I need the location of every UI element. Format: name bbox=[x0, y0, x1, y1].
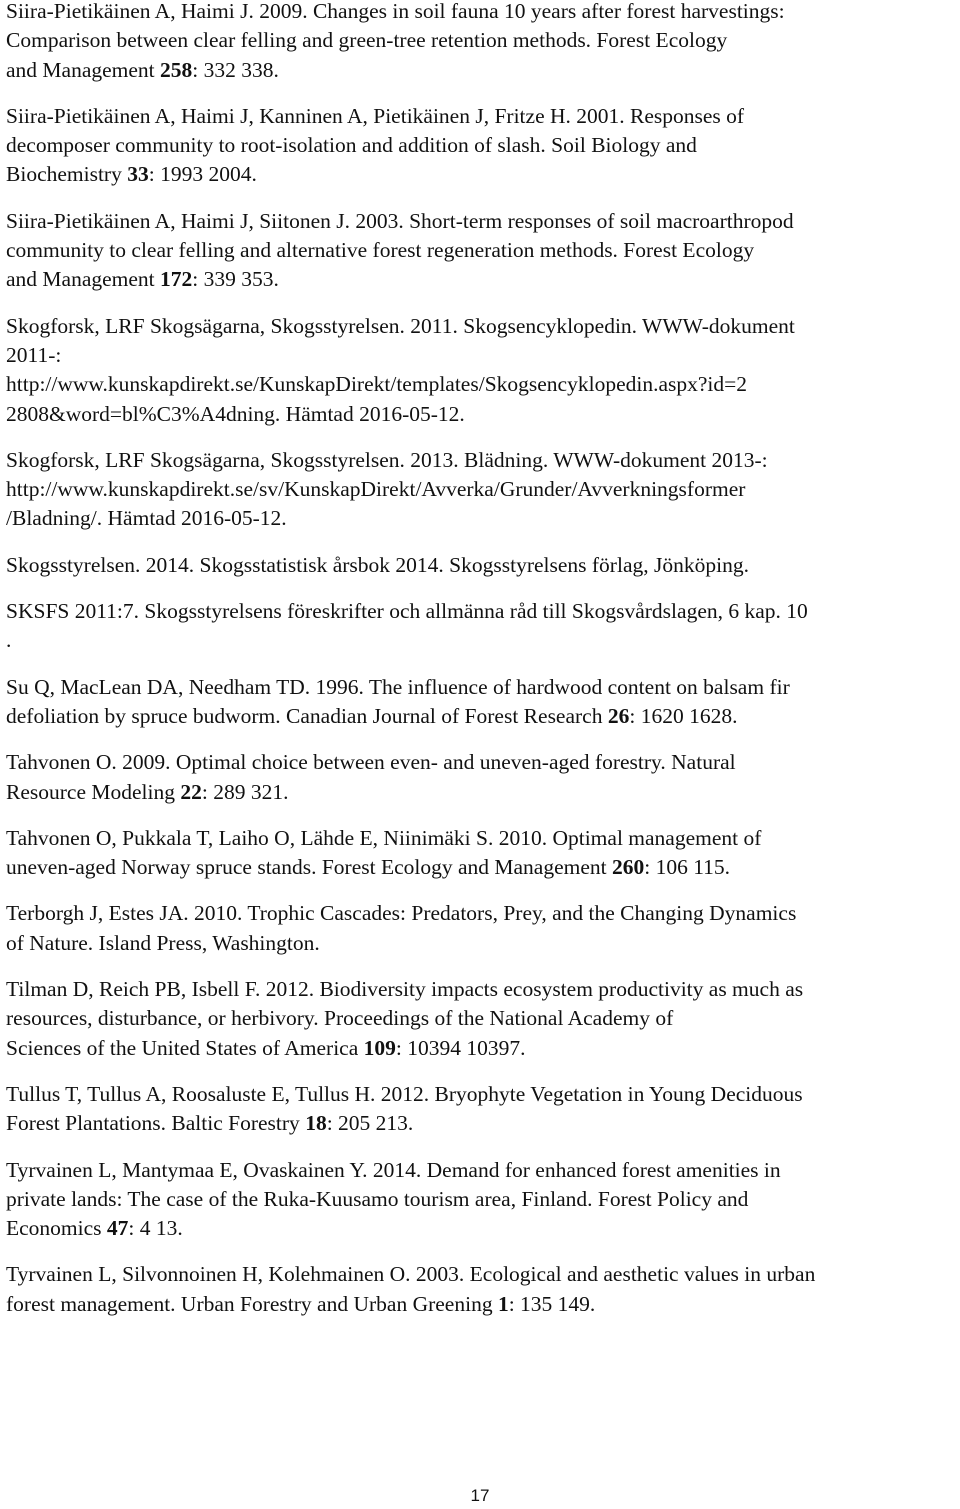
reference-entry bbox=[6, 975, 958, 1063]
reference-entry bbox=[6, 1080, 958, 1139]
reference-line: Siira-Pietikäinen A, Haimi J, Siitonen J. 2003. Short-term responses of soil macroarthropod bbox=[6, 208, 794, 233]
reference-line: Comparison between clear felling and green-tree retention methods. Forest Ecology bbox=[6, 28, 728, 53]
reference-entry bbox=[6, 207, 958, 295]
reference-line: Tahvonen O. 2009. Optimal choice between even- and uneven-aged forestry. Natural bbox=[6, 750, 736, 775]
reference-line: forest management. Urban Forestry and Urban Greening 1: 135 149. bbox=[6, 1291, 596, 1316]
reference-line: Resource Modeling 22: 289 321. bbox=[6, 779, 289, 804]
volume-number: 33 bbox=[127, 162, 149, 187]
reference-entry bbox=[6, 1156, 958, 1244]
reference-line: Tyrvainen L, Mantymaa E, Ovaskainen Y. 2014. Demand for enhanced forest amenities in bbox=[6, 1157, 781, 1182]
reference-line: private lands: The case of the Ruka-Kuusamo tourism area, Finland. Forest Policy and bbox=[6, 1186, 749, 1211]
reference-line: Skogsstyrelsen. 2014. Skogsstatistisk årsbok 2014. Skogsstyrelsens förlag, Jönköping. bbox=[6, 552, 749, 577]
reference-line: SKSFS 2011:7. Skogsstyrelsens föreskrifter och allmänna råd till Skogsvårdslagen, 6 kap. 10 bbox=[6, 599, 808, 624]
reference-line: /Bladning/. Hämtad 2016-05-12. bbox=[6, 506, 287, 531]
reference-line: Skogforsk, LRF Skogsägarna, Skogsstyrelsen. 2011. Skogsencyklopedin. WWW-dokument bbox=[6, 313, 795, 338]
reference-line: 2808&word=bl%C3%A4dning. Hämtad 2016-05-12. bbox=[6, 401, 465, 426]
reference-line: 2011-: bbox=[6, 342, 62, 367]
reference-line: Tahvonen O, Pukkala T, Laiho O, Lähde E, Niinimäki S. 2010. Optimal management of bbox=[6, 825, 762, 850]
reference-line: Siira-Pietikäinen A, Haimi J. 2009. Changes in soil fauna 10 years after forest harvestings: bbox=[6, 0, 785, 23]
reference-line: resources, disturbance, or herbivory. Proceedings of the National Academy of bbox=[6, 1006, 674, 1031]
reference-entry bbox=[6, 446, 958, 534]
reference-line: Siira-Pietikäinen A, Haimi J, Kanninen A, Pietikäinen J, Fritze H. 2001. Responses of bbox=[6, 103, 745, 128]
reference-list bbox=[6, 0, 958, 1336]
reference-line: Skogforsk, LRF Skogsägarna, Skogsstyrelsen. 2013. Blädning. WWW-dokument 2013-: bbox=[6, 447, 768, 472]
reference-line: defoliation by spruce budworm. Canadian Journal of Forest Research 26: 1620 1628. bbox=[6, 703, 738, 728]
reference-entry bbox=[6, 824, 958, 883]
reference-line: http://www.kunskapdirekt.se/sv/KunskapDirekt/Avverka/Grunder/Avverkningsformer bbox=[6, 477, 746, 502]
volume-number: 22 bbox=[180, 779, 202, 804]
reference-line: decomposer community to root-isolation and addition of slash. Soil Biology and bbox=[6, 133, 697, 158]
volume-number: 109 bbox=[363, 1035, 396, 1060]
reference-line: Sciences of the United States of America 109: 10394 10397. bbox=[6, 1035, 526, 1060]
reference-line: http://www.kunskapdirekt.se/KunskapDirekt/templates/Skogsencyklopedin.aspx?id=2 bbox=[6, 372, 748, 397]
reference-line: Tullus T, Tullus A, Roosaluste E, Tullus H. 2012. Bryophyte Vegetation in Young Deciduous bbox=[6, 1081, 803, 1106]
reference-line: . bbox=[6, 628, 12, 653]
reference-line: and Management 172: 339 353. bbox=[6, 267, 279, 292]
reference-entry bbox=[6, 597, 958, 656]
reference-line: Forest Plantations. Baltic Forestry 18: 205 213. bbox=[6, 1111, 414, 1136]
reference-line: Biochemistry 33: 1993 2004. bbox=[6, 162, 257, 187]
reference-entry bbox=[6, 1260, 958, 1319]
reference-line: Economics 47: 4 13. bbox=[6, 1216, 183, 1241]
reference-line: Su Q, MacLean DA, Needham TD. 1996. The influence of hardwood content on balsam fir bbox=[6, 674, 790, 699]
reference-line: and Management 258: 332 338. bbox=[6, 57, 279, 82]
volume-number: 26 bbox=[607, 703, 630, 728]
reference-line: uneven-aged Norway spruce stands. Forest Ecology and Management 260: 106 115. bbox=[6, 855, 731, 880]
reference-line: Tyrvainen L, Silvonnoinen H, Kolehmainen O. 2003. Ecological and aesthetic values in urban bbox=[6, 1262, 816, 1287]
reference-entry bbox=[6, 551, 958, 580]
reference-entry bbox=[6, 102, 958, 190]
volume-number: 18 bbox=[305, 1111, 327, 1136]
reference-line: Terborgh J, Estes JA. 2010. Trophic Cascades: Predators, Prey, and the Changing Dynamics bbox=[6, 901, 797, 926]
reference-line: community to clear felling and alternative forest regeneration methods. Forest Ecology bbox=[6, 238, 755, 263]
reference-line: of Nature. Island Press, Washington. bbox=[6, 930, 320, 955]
reference-entry bbox=[6, 899, 958, 958]
volume-number: 258 bbox=[160, 57, 193, 82]
page-number: 17 bbox=[470, 1486, 490, 1505]
reference-line: Tilman D, Reich PB, Isbell F. 2012. Biodiversity impacts ecosystem productivity as much as bbox=[6, 977, 804, 1002]
reference-entry bbox=[6, 748, 958, 807]
reference-entry bbox=[6, 673, 958, 732]
volume-number: 260 bbox=[612, 855, 645, 880]
reference-entry bbox=[6, 0, 958, 85]
volume-number: 1 bbox=[497, 1291, 509, 1316]
volume-number: 47 bbox=[106, 1216, 129, 1241]
reference-entry bbox=[6, 312, 958, 429]
volume-number: 172 bbox=[160, 267, 193, 292]
